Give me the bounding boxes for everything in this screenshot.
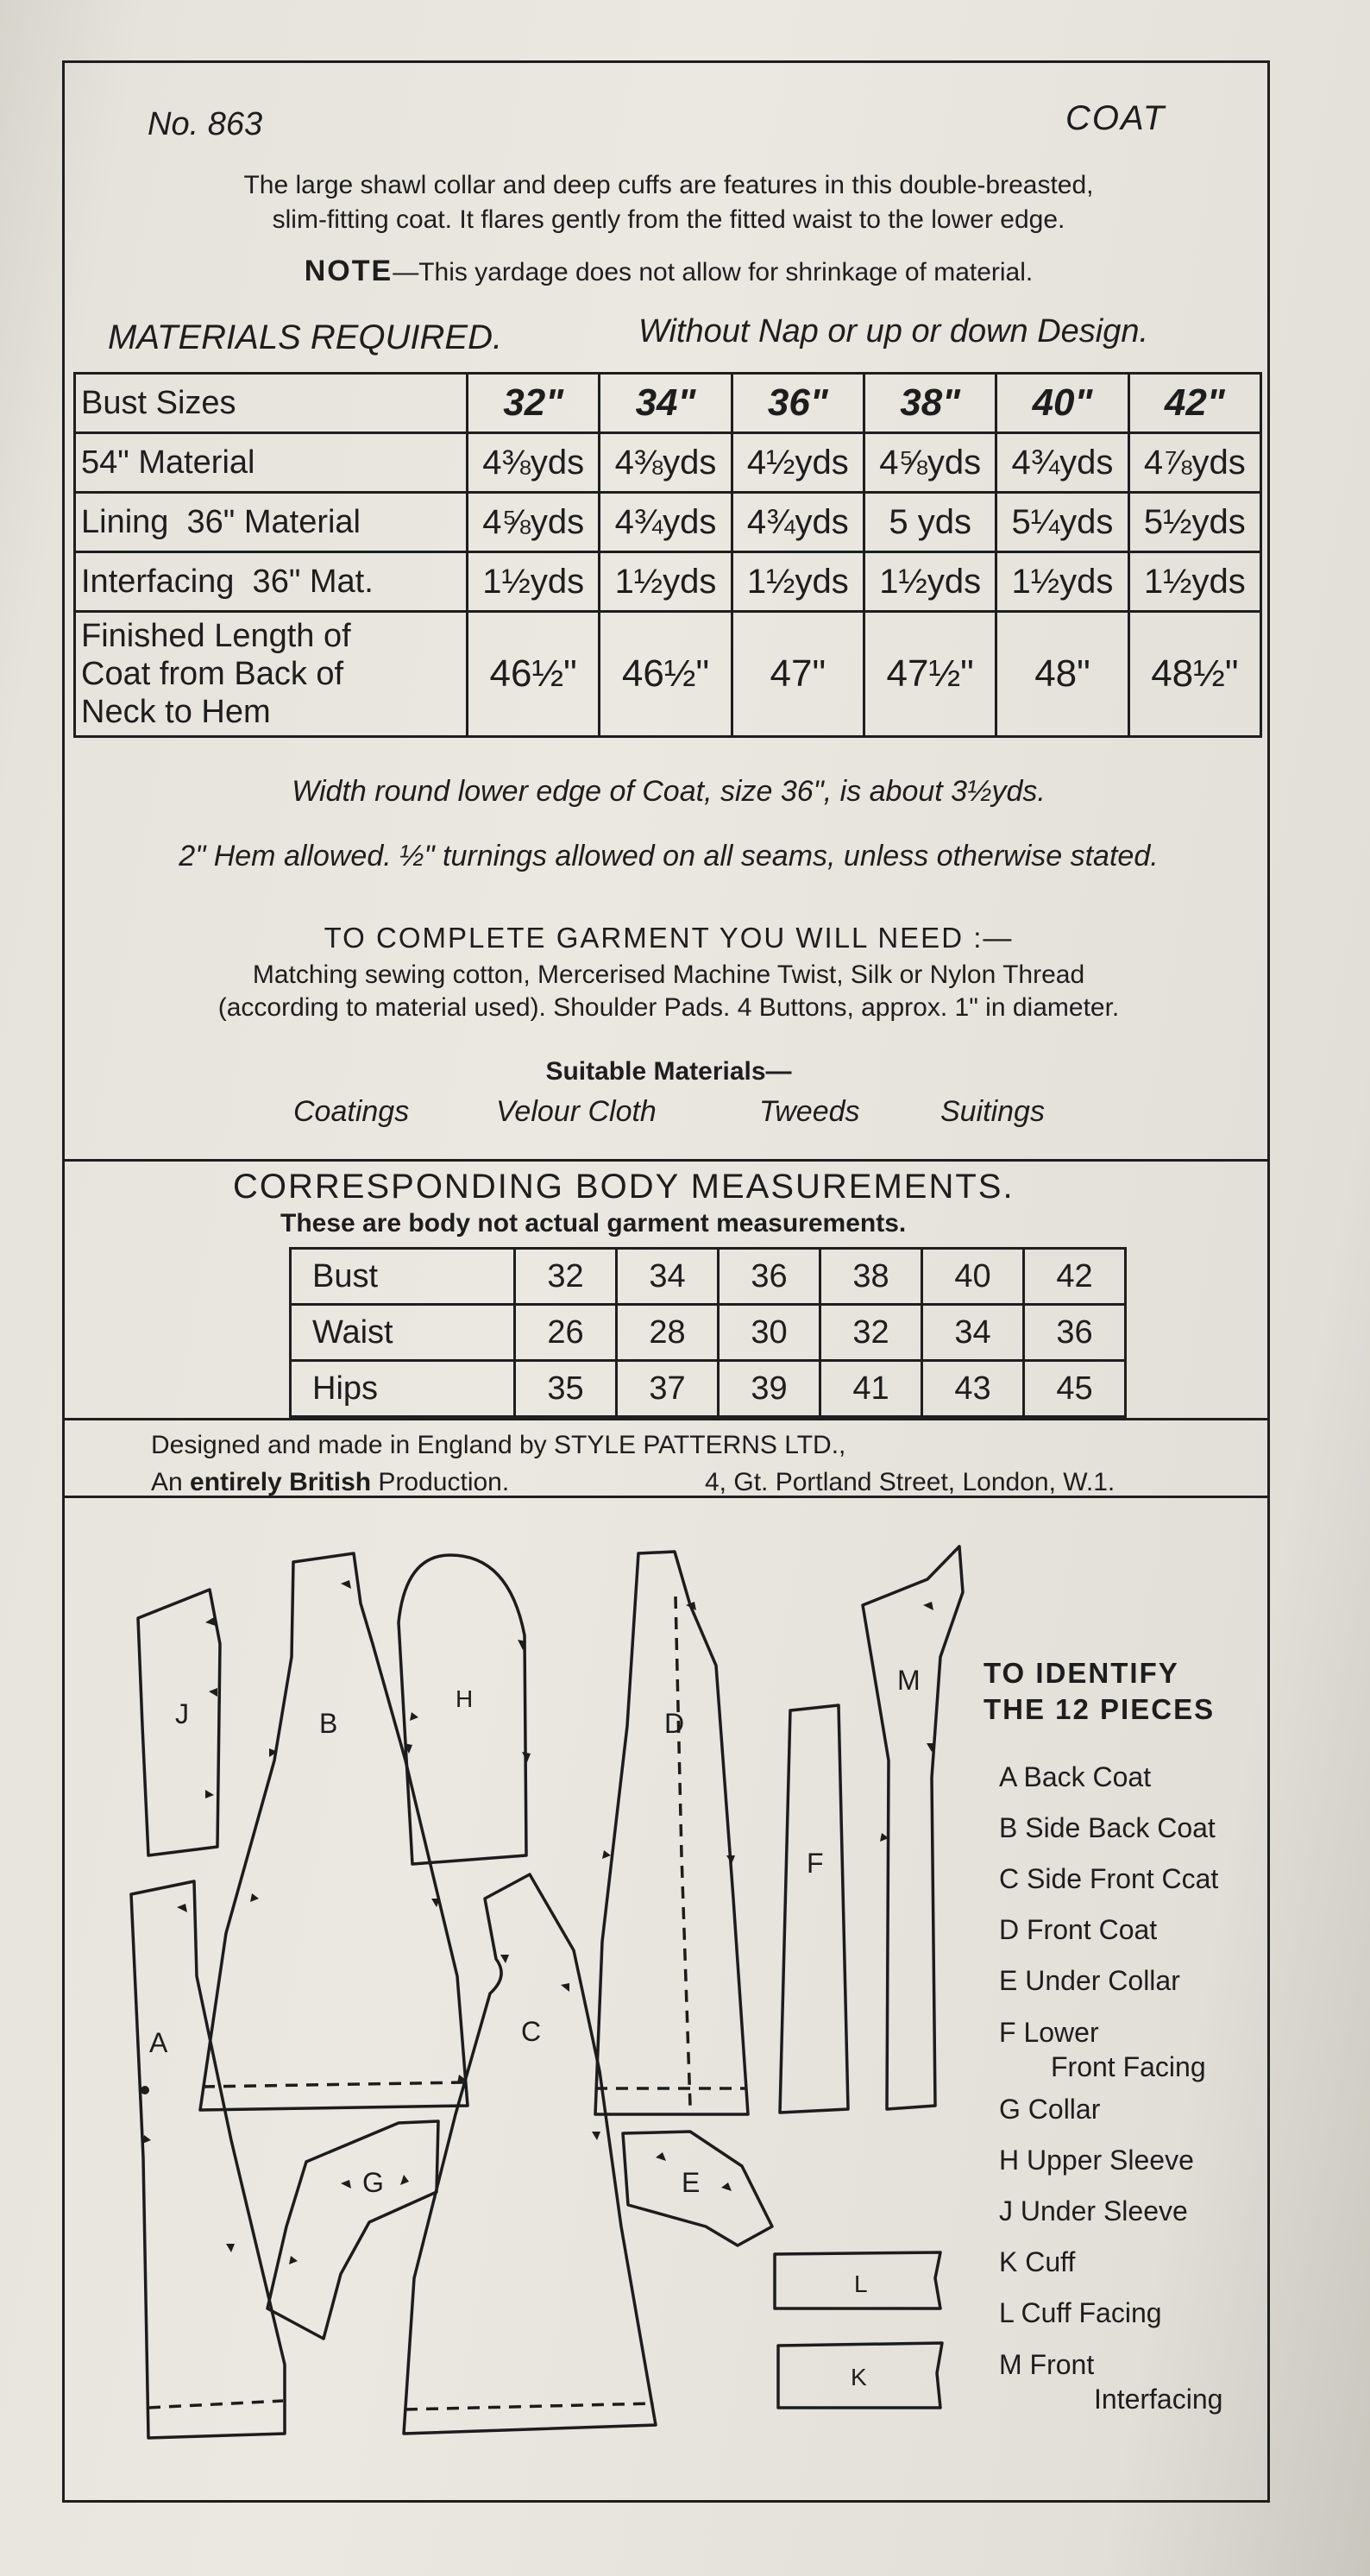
piece-label: B xyxy=(319,1708,338,1739)
table-cell: 1½yds xyxy=(996,552,1128,612)
table-cell: 36" xyxy=(732,374,864,433)
table-cell: 28 xyxy=(617,1305,719,1361)
table-cell: 1½yds xyxy=(1128,552,1260,612)
row-label: Bust xyxy=(291,1249,515,1305)
table-cell: 5 yds xyxy=(864,493,996,552)
table-cell: 45 xyxy=(1024,1361,1126,1417)
table-cell: 46½" xyxy=(468,612,600,737)
notch-mark xyxy=(457,1955,600,2140)
piece-label: C xyxy=(521,2016,542,2047)
suitable-item: Tweeds xyxy=(759,1095,860,1128)
table-cell: 4⅝yds xyxy=(468,493,600,552)
legend-letter: D xyxy=(999,1914,1020,1945)
legend-item xyxy=(999,2084,1222,2135)
legend-letter: J xyxy=(999,2195,1013,2226)
notch-mark xyxy=(289,2175,409,2264)
maker-line-1: Designed and made in England by STYLE PATTERNS LTD., xyxy=(151,1431,846,1459)
piece-label: H xyxy=(456,1685,474,1712)
legend-letter: B xyxy=(999,1812,1018,1843)
piece-b-hemline xyxy=(203,2082,466,2087)
legend-name: Back Coat xyxy=(1023,1761,1152,1792)
legend-item xyxy=(999,1752,1222,1803)
complete-title: TO COMPLETE GARMENT YOU WILL NEED :— xyxy=(324,922,1014,954)
legend-name: Upper Sleeve xyxy=(1027,2145,1194,2176)
legend-name: Front xyxy=(1029,2349,1095,2380)
table-cell: 42" xyxy=(1128,374,1260,433)
notch-mark xyxy=(205,1617,217,1798)
materials-title: MATERIALS REQUIRED. xyxy=(108,318,503,356)
maker-text: Production. xyxy=(371,1468,510,1496)
length-label-line: Neck to Hem xyxy=(81,694,271,730)
piece-label: K xyxy=(851,2364,867,2390)
pieces-title-2: THE 12 PIECES xyxy=(984,1693,1216,1725)
legend-item xyxy=(999,2135,1222,2186)
legend-item xyxy=(999,2237,1222,2288)
piece-a-outline xyxy=(131,1881,285,2438)
hem-note: 2" Hem allowed. ½" turnings allowed on all seams, unless otherwise stated. xyxy=(179,840,1159,872)
length-label-line: Coat from Back of xyxy=(81,656,344,692)
legend-item xyxy=(999,2186,1222,2237)
maker-emphasis: entirely British xyxy=(190,1468,372,1496)
table-cell: 36 xyxy=(1024,1305,1126,1361)
legend-name: Cuff Facing xyxy=(1021,2297,1162,2328)
suitable-item: Velour Cloth xyxy=(496,1095,657,1128)
table-cell: 1½yds xyxy=(468,552,600,612)
piece-label: G xyxy=(362,2167,384,2198)
body-title: CORRESPONDING BODY MEASUREMENTS. xyxy=(233,1168,1015,1206)
description-line-2: slim-fitting coat. It flares gently from the fitted waist to the lower edge. xyxy=(272,205,1065,234)
table-cell: 5¼yds xyxy=(996,493,1128,552)
table-cell: 41 xyxy=(820,1361,922,1417)
table-cell: 48" xyxy=(996,612,1128,737)
table-cell: 5½yds xyxy=(1128,493,1260,552)
table-cell: 40 xyxy=(922,1249,1024,1305)
table-cell: 42 xyxy=(1024,1249,1126,1305)
piece-a-hemline xyxy=(148,2401,283,2408)
piece-d-foldline xyxy=(676,1597,690,2106)
description-line-1: The large shawl collar and deep cuffs are features in this double-breasted, xyxy=(243,171,1094,199)
table-cell: 4⅜yds xyxy=(468,433,600,493)
suitable-item: Coatings xyxy=(293,1095,410,1128)
complete-line-2: (according to material used). Shoulder Pads. 4 Buttons, approx. 1" in diameter. xyxy=(217,993,1120,1022)
piece-label: F xyxy=(807,1848,824,1879)
legend-item xyxy=(999,2006,1222,2084)
table-cell: 47½" xyxy=(864,612,996,737)
row-label: Interfacing 36" Mat. xyxy=(75,552,468,612)
table-cell: 1½yds xyxy=(864,552,996,612)
table-cell: 4¾yds xyxy=(600,493,732,552)
table-cell: 32" xyxy=(468,374,600,433)
legend-name: Under Collar xyxy=(1025,1965,1180,1996)
legend-item xyxy=(999,1854,1222,1905)
maker-text: An xyxy=(151,1468,191,1496)
legend-name: Side Front Ccat xyxy=(1027,1863,1219,1894)
table-cell: 1½yds xyxy=(732,552,864,612)
pieces-title-1: TO IDENTIFY xyxy=(984,1657,1179,1689)
piece-label: E xyxy=(682,2167,701,2198)
row-label: 54" Material xyxy=(75,433,468,493)
legend-name: Lower xyxy=(1023,2017,1099,2048)
table-cell: 32 xyxy=(515,1249,617,1305)
piece-label: M xyxy=(897,1665,921,1696)
piece-label: D xyxy=(664,1708,685,1739)
legend-letter: F xyxy=(999,2017,1016,2048)
legend-letter: G xyxy=(999,2094,1021,2125)
piece-label: A xyxy=(149,2027,168,2058)
table-cell: 48½" xyxy=(1128,612,1260,737)
notch-marks xyxy=(142,1580,935,2264)
legend-letter: K xyxy=(999,2246,1018,2277)
materials-subtitle: Without Nap or up or down Design. xyxy=(638,313,1149,350)
legend-letter: L xyxy=(999,2297,1014,2328)
legend-item xyxy=(999,1803,1222,1854)
table-cell: 38 xyxy=(820,1249,922,1305)
suitable-title: Suitable Materials— xyxy=(545,1057,792,1086)
legend-item xyxy=(999,1905,1222,1956)
legend-name: Cuff xyxy=(1025,2246,1076,2277)
table-cell: 35 xyxy=(515,1361,617,1417)
piece-b-outline xyxy=(200,1553,468,2110)
legend-name-line-2: Front Facing xyxy=(1051,2051,1206,2082)
legend-name: Under Sleeve xyxy=(1020,2195,1188,2226)
piece-label: J xyxy=(175,1698,189,1729)
piece-c-outline xyxy=(404,1874,656,2434)
row-label: Lining 36" Material xyxy=(75,493,468,552)
table-cell: 34 xyxy=(922,1305,1024,1361)
button-position-dot xyxy=(141,2086,149,2094)
table-cell: 40" xyxy=(996,374,1128,433)
maker-address: 4, Gt. Portland Street, London, W.1. xyxy=(705,1468,1115,1496)
body-subtitle: These are body not actual garment measurements. xyxy=(280,1209,907,1238)
legend-item xyxy=(999,2288,1222,2339)
table-cell: 1½yds xyxy=(600,552,732,612)
table-cell: 4⅜yds xyxy=(600,433,732,493)
legend-letter: H xyxy=(999,2145,1020,2176)
piece-f-outline xyxy=(780,1705,848,2113)
table-cell: 38" xyxy=(864,374,996,433)
pattern-number: No. 863 xyxy=(148,106,263,142)
table-cell: 32 xyxy=(820,1305,922,1361)
piece-c-hemline xyxy=(405,2403,654,2409)
table-cell: 30 xyxy=(719,1305,820,1361)
pieces-legend xyxy=(999,1752,1222,2416)
row-label: Bust Sizes xyxy=(75,374,468,433)
table-cell: 4¾yds xyxy=(732,493,864,552)
table-cell: 34" xyxy=(600,374,732,433)
table-cell: 43 xyxy=(922,1361,1024,1417)
table-cell: 4½yds xyxy=(732,433,864,493)
note-label: NOTE xyxy=(304,255,393,287)
legend-name: Collar xyxy=(1028,2094,1101,2125)
table-cell: 4⅞yds xyxy=(1128,433,1260,493)
table-cell: 26 xyxy=(515,1305,617,1361)
legend-name: Side Back Coat xyxy=(1025,1812,1216,1843)
legend-item xyxy=(999,2339,1222,2416)
length-label-line: Finished Length of xyxy=(81,618,351,654)
complete-line-1: Matching sewing cotton, Mercerised Machine Twist, Silk or Nylon Thread xyxy=(252,960,1085,989)
table-cell: 46½" xyxy=(600,612,732,737)
table-cell: 37 xyxy=(617,1361,719,1417)
legend-letter: M xyxy=(999,2349,1022,2380)
table-cell: 4¾yds xyxy=(996,433,1128,493)
note-text: —This yardage does not allow for shrinkage of material. xyxy=(393,258,1034,287)
notch-mark xyxy=(142,1904,235,2252)
row-label: Waist xyxy=(291,1305,515,1361)
table-cell: 47" xyxy=(732,612,864,737)
piece-label: L xyxy=(854,2271,868,2297)
legend-letter: A xyxy=(999,1761,1016,1792)
legend-letter: E xyxy=(999,1965,1018,1996)
legend-name: Front Coat xyxy=(1027,1914,1158,1945)
legend-item xyxy=(999,1956,1222,2006)
garment-type: COAT xyxy=(1065,99,1166,137)
width-note: Width round lower edge of Coat, size 36", is about 3½yds. xyxy=(292,775,1046,808)
legend-letter: C xyxy=(999,1863,1020,1894)
piece-d-outline xyxy=(595,1552,748,2114)
suitable-item: Suitings xyxy=(940,1095,1045,1128)
table-cell: 4⅝yds xyxy=(864,433,996,493)
piece-m-outline xyxy=(863,1546,963,2109)
row-label: Hips xyxy=(291,1361,515,1417)
table-cell: 36 xyxy=(719,1249,820,1305)
table-cell: 34 xyxy=(617,1249,719,1305)
legend-name-line-2: Interfacing xyxy=(1094,2384,1223,2415)
table-cell: 39 xyxy=(719,1361,820,1417)
